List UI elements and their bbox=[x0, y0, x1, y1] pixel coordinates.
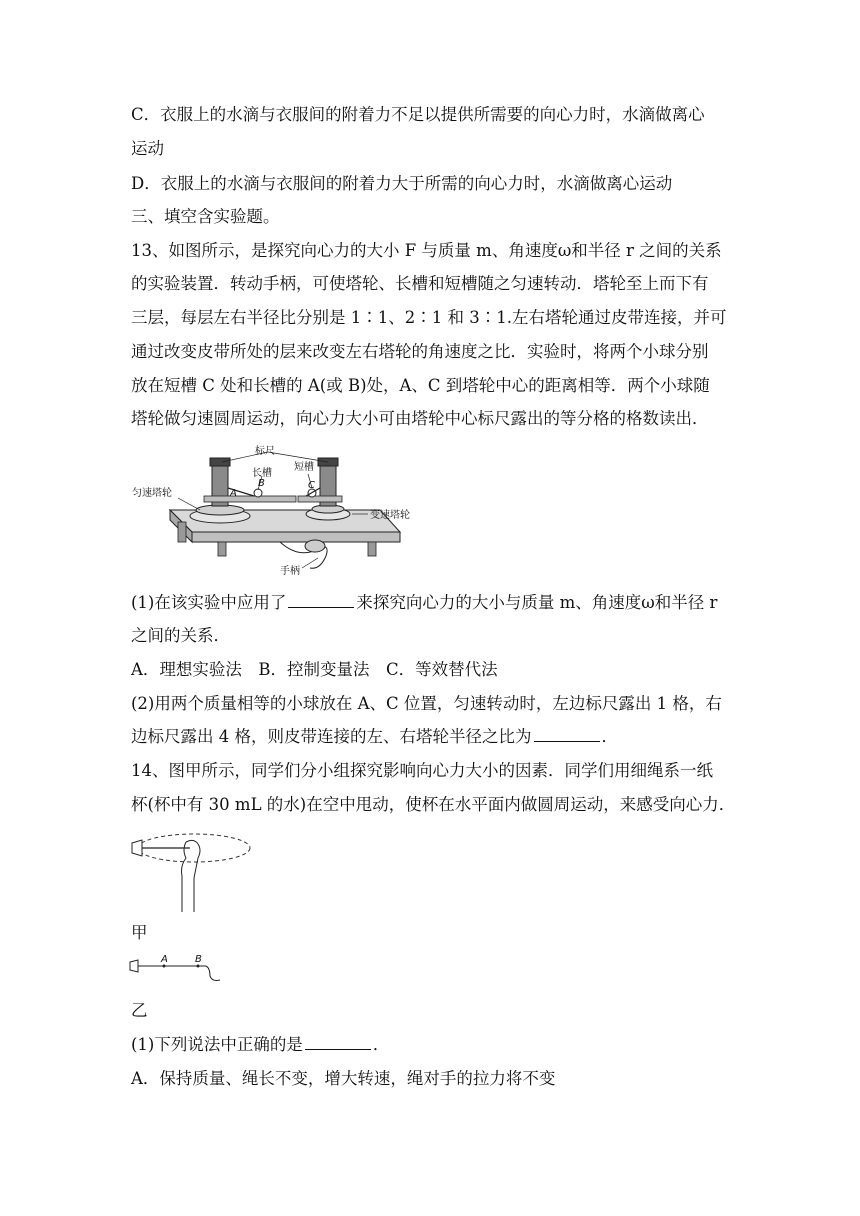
section-heading: 三、填空含实验题。 bbox=[131, 207, 280, 226]
q14-option-a: A．保持质量、绳长不变，增大转速，绳对手的拉力将不变 bbox=[131, 1069, 556, 1088]
label-a: A bbox=[230, 488, 237, 499]
q13-text-line3: 三层，每层左右半径比分别是 1∶1、2∶1 和 3∶1.左右塔轮通过皮带连接，并可 bbox=[131, 308, 727, 327]
label-left-wheel: 匀速塔轮 bbox=[132, 488, 172, 499]
answer-blank-1 bbox=[288, 593, 354, 608]
label-changcao: 长槽 bbox=[252, 468, 272, 479]
q14-part1-prefix: (1)下列说法中正确的是 bbox=[131, 1035, 303, 1054]
q14-text-line1: 14、图甲所示，同学们分小组探究影响向心力大小的因素．同学们用细绳系一纸 bbox=[131, 761, 713, 780]
q13-part1-options: A．理想实验法 B．控制变量法 C．等效替代法 bbox=[131, 660, 498, 679]
label-right-wheel: 变速塔轮 bbox=[370, 510, 410, 521]
q13-text-line1: 13、如图所示，是探究向心力的大小 F 与质量 m、角速度ω和半径 r 之间的关系 bbox=[131, 241, 722, 260]
figure-yi bbox=[128, 952, 228, 984]
label-c: C bbox=[308, 480, 315, 491]
figure-yi-caption: 乙 bbox=[131, 1001, 148, 1020]
q13-part1-prefix: (1)在该实验中应用了 bbox=[131, 593, 287, 612]
option-c-line2: 运动 bbox=[131, 139, 164, 158]
q14-text-line2: 杯(杯中有 30 mL 的水)在空中甩动，使杯在水平面内做圆周运动，来感受向心力． bbox=[131, 795, 736, 814]
option-d: D．衣服上的水滴与衣服间的附着力大于所需的向心力时，水滴做离心运动 bbox=[131, 174, 673, 193]
q14-part1-suffix: ． bbox=[372, 1035, 390, 1054]
option-c-line1: C．衣服上的水滴与衣服间的附着力不足以提供所需要的向心力时，水滴做离心 bbox=[131, 105, 705, 124]
label-b: B bbox=[258, 478, 265, 489]
apparatus-figure bbox=[130, 440, 420, 580]
answer-blank-2 bbox=[534, 727, 600, 742]
q13-part2-prefix: 边标尺露出 4 格，则皮带连接的左、右塔轮半径之比为 bbox=[131, 727, 532, 746]
yi-label-a: A bbox=[161, 954, 168, 965]
q13-text-line4: 通过改变皮带所处的层来改变左右塔轮的角速度之比．实验时，将两个小球分别 bbox=[131, 342, 709, 361]
q13-part1-line2: 之间的关系． bbox=[131, 626, 230, 645]
figure-jia bbox=[128, 828, 254, 914]
answer-blank-3 bbox=[305, 1035, 371, 1050]
q13-part2-suffix: ． bbox=[601, 727, 618, 746]
yi-label-b: B bbox=[195, 954, 202, 965]
q13-part1-line1 bbox=[131, 593, 717, 613]
q13-part2-line1: (2)用两个质量相等的小球放在 A、C 位置，匀速转动时，左边标尺露出 1 格，右 bbox=[131, 694, 722, 713]
q13-part1-suffix: 来探究向心力的大小与质量 m、角速度ω和半径 r bbox=[356, 593, 718, 612]
q13-part2-line2 bbox=[131, 727, 618, 747]
q13-text-line5: 放在短槽 C 处和长槽的 A(或 B)处，A、C 到塔轮中心的距离相等．两个小球随 bbox=[131, 376, 710, 395]
q13-text-line6: 塔轮做匀速圆周运动，向心力大小可由塔轮中心标尺露出的等分格的格数读出． bbox=[131, 409, 709, 428]
q14-part1-line bbox=[131, 1035, 389, 1055]
label-biaochi: 标尺 bbox=[255, 446, 275, 457]
figure-jia-caption: 甲 bbox=[131, 923, 148, 942]
label-handle: 手柄 bbox=[280, 566, 300, 577]
q13-text-line2: 的实验装置．转动手柄，可使塔轮、长槽和短槽随之匀速转动．塔轮至上而下有 bbox=[131, 274, 709, 293]
label-duancao: 短槽 bbox=[294, 462, 314, 473]
